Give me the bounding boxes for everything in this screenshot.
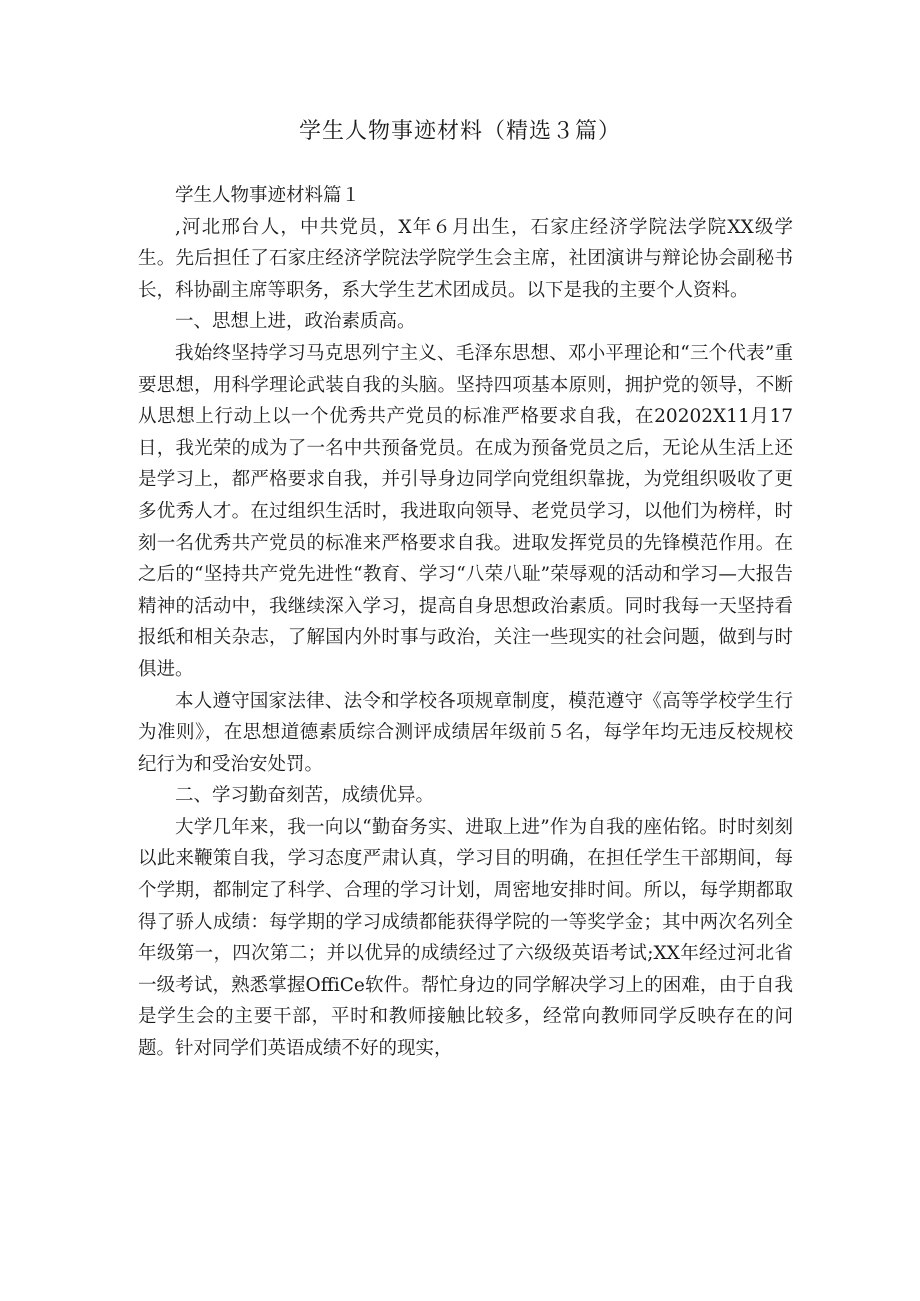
section-heading: 二、学习勤奋刻苦，成绩优异。 [175, 785, 435, 807]
document-title: 学生人物事迹材料（精选３篇） [298, 119, 621, 144]
paragraph: 大学几年来，我一向以“勤奋务实、进取上进”作为自我的座佑铭。时时刻刻以此来鞭策自我，学习态度严肃认真，学习目的明确，在担任学生干部期间，每个学期，都制定了科学、合理的学习计划，周密地安排时间。所以，每学期都取得了骄人成绩：每学期的学习成绩都能获得学院的一等奖学金；其中两次名列全年级第一，四次第二；并以优异的成绩经过了六级级英语考试;XX年经过河北省一级考试，熟悉掌握OffiCe软件。帮忙身边的同学解决学习上的困难，由于自我是学生会的主要干部，平时和教师接触比较多，经常向教师同学反映存在的问题。针对同学们英语成绩不好的现实， [138, 816, 793, 1060]
section-heading: 学生人物事迹材料篇１ [175, 185, 361, 206]
section-heading: 一、思想上进，政治素质高。 [175, 311, 416, 333]
paragraph: 本人遵守国家法律、法令和学校各项规章制度，模范遵守《高等学校学生行为准则》，在思想道德素质综合测评成绩居年级前５名，每学年均无违反校规校纪行为和受治安处罚。 [138, 690, 793, 775]
document-body [138, 180, 793, 1065]
paragraph: ,河北邢台人，中共党员，X年６月出生，石家庄经济学院法学院XX级学生。先后担任了石家庄经济学院法学院学生会主席，社团演讲与辩论协会副秘书长，科协副主席等职务，系大学生艺术团成员。以下是我的主要个人资料。 [138, 216, 793, 301]
paragraph: 我始终坚持学习马克思列宁主义、毛泽东思想、邓小平理论和“三个代表”重要思想，用科学理论武装自我的头脑。坚持四项基本原则，拥护党的领导，不断从思想上行动上以一个优秀共产党员的标准严格要求自我，在20202X11月17日，我光荣的成为了一名中共预备党员。在成为预备党员之后，无论从生活上还是学习上，都严格要求自我，并引导身边同学向党组织靠拢，为党组织吸收了更多优秀人才。在过组织生活时，我进取向领导、老党员学习，以他们为榜样，时刻一名优秀共产党员的标准来严格要求自我。进取发挥党员的先锋模范作用。在之后的“坚持共产党先进性“教育、学习“八荣八耻”荣辱观的活动和学习—大报告精神的活动中，我继续深入学习，提高自身思想政治素质。同时我每一天坚持看报纸和相关杂志，了解国内外时事与政治，关注一些现实的社会问题，做到与时俱进。 [138, 342, 793, 680]
